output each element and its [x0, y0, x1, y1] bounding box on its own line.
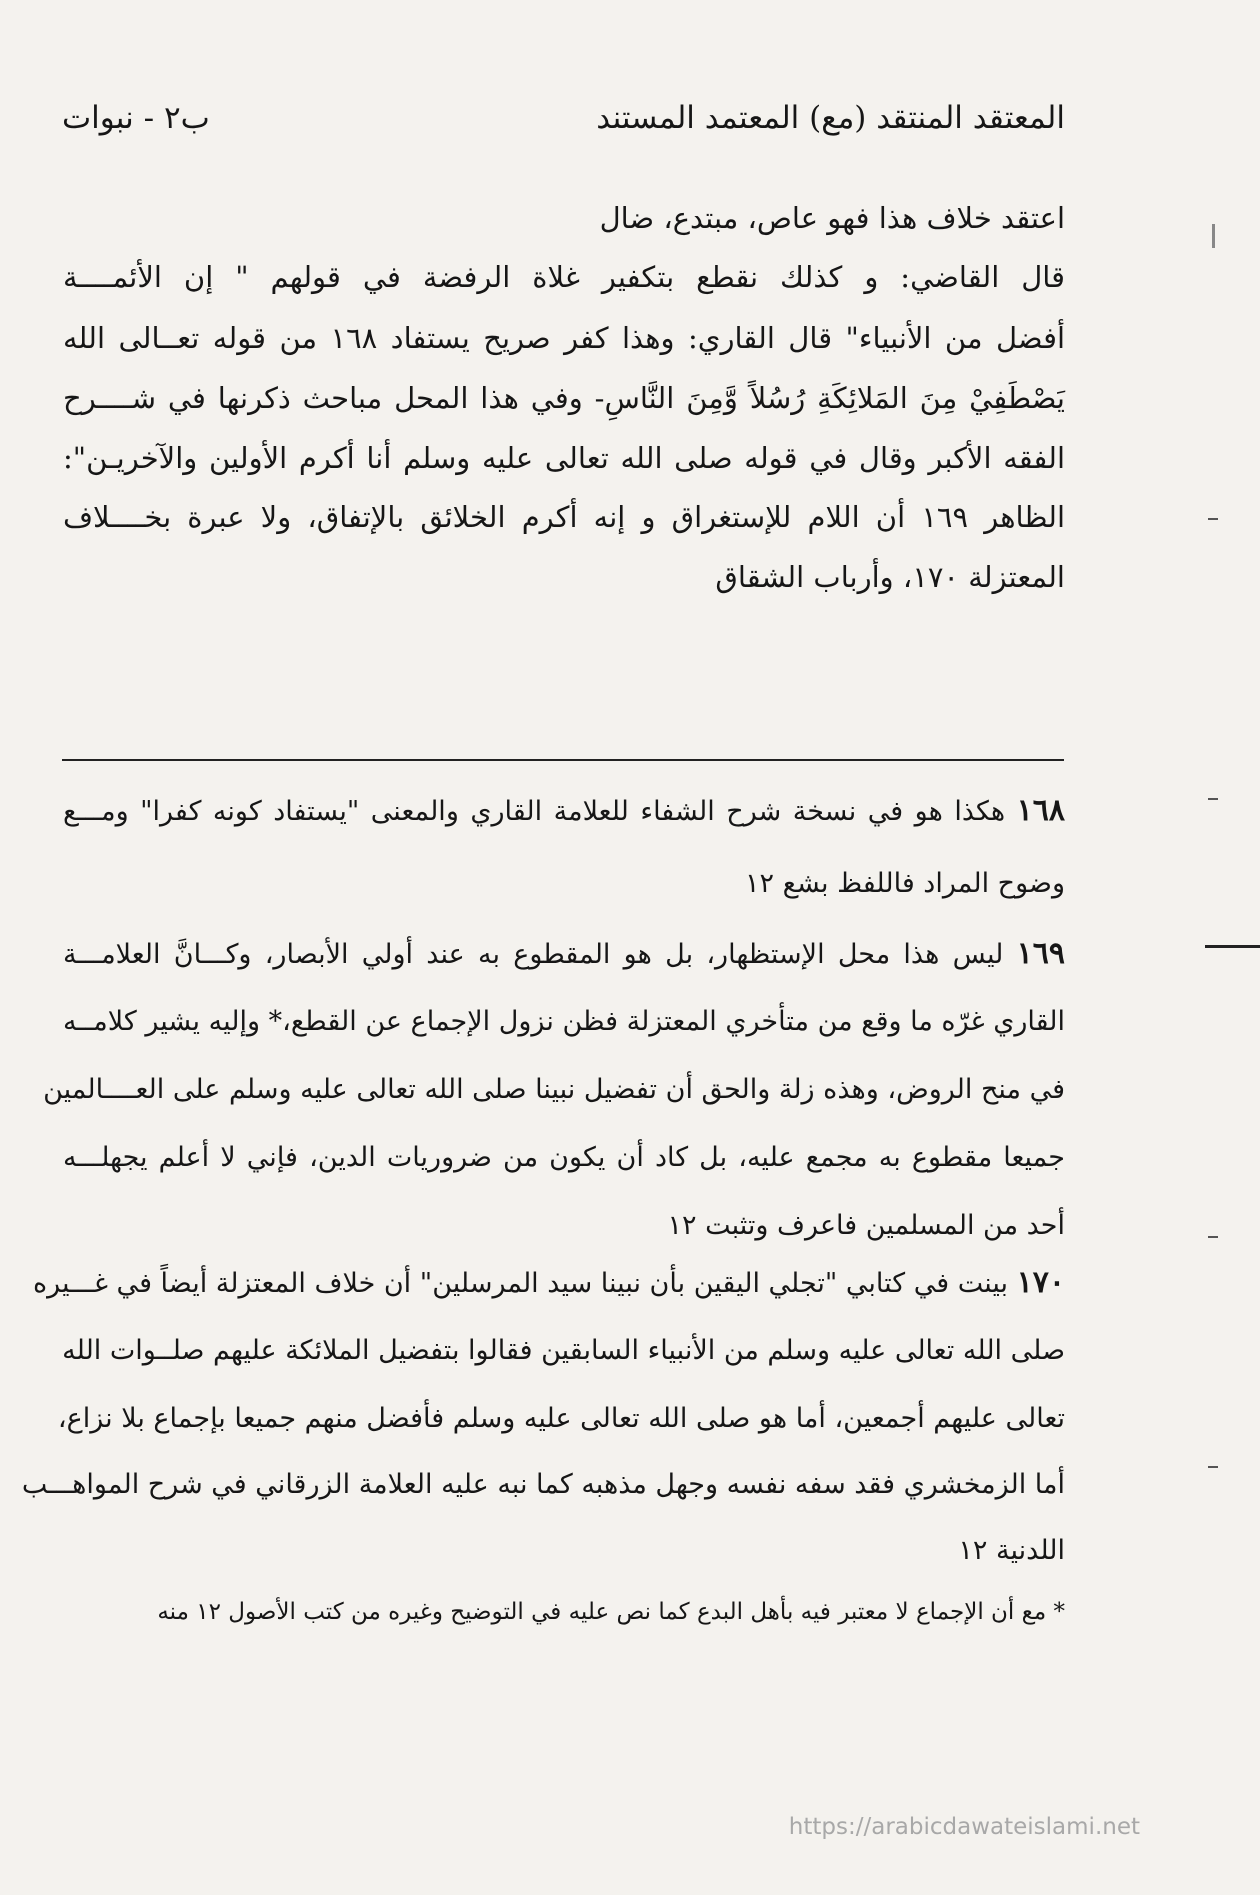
footnote-169-line-3: في منح الروض، وهذه زلة والحق أن تفضيل نبينا صلى الله تعالى عليه وسلم على العــــالمين [43, 1074, 1065, 1105]
footnote-170-line-1 [32, 1264, 1065, 1303]
body-line-6: الظاهر ١٦٩ أن اللام للإستغراق و إنه أكرم الخلائق بالإتفاق، ولا عبرة بخــــلاف [63, 500, 1066, 534]
footnote-170-line-2: صلى الله تعالى عليه وسلم من الأنبياء السابقين فقالوا بتفضيل الملائكة عليهم صلــوات الله [62, 1335, 1065, 1366]
footnote-170-line-3: تعالى عليهم أجمعين، أما هو صلى الله تعالى عليه وسلم فأفضل منهم جميعا بإجماع بلا نزاع، [57, 1403, 1065, 1434]
footnote-169-line-4: جميعا مقطوع به مجمع عليه، بل كاد أن يكون من ضروريات الدين، فإني لا أعلم يجهلـــه [63, 1142, 1065, 1173]
author-asterisk-note: * مع أن الإجماع لا معتبر فيه بأهل البدع كما نص عليه في التوضيح وغيره من كتب الأصول ١٢ منه [157, 1599, 1065, 1625]
body-line-3: أفضل من الأنبياء" قال القاري: وهذا كفر صريح يستفاد ١٦٨ من قوله تعــالى الله [63, 321, 1065, 355]
footnote-separator [62, 759, 1064, 761]
source-watermark: https://arabicdawateislami.net [788, 1814, 1140, 1840]
footnote-170-line-5: اللدنية ١٢ [958, 1535, 1065, 1566]
footnote-168-line-1 [63, 792, 1065, 831]
footnote-number: ١٦٩ [1016, 936, 1065, 971]
scan-margin-mark [1212, 224, 1215, 248]
scan-margin-mark [1208, 518, 1218, 520]
scan-margin-mark [1205, 945, 1260, 948]
footnote-number: ١٦٨ [1016, 793, 1065, 828]
body-line-1: اعتقد خلاف هذا فهو عاص، مبتدع، ضال [599, 201, 1065, 235]
footnote-text: بينت في كتابي "تجلي اليقين بأن نبينا سيد المرسلين" أن خلاف المعتزلة أيضاً في غـــيره [32, 1268, 1009, 1299]
running-header-title: المعتقد المنتقد (مع) المعتمد المستند [596, 100, 1065, 136]
footnote-169-line-2: القاري غرّه ما وقع من متأخري المعتزلة فظن نزول الإجماع عن القطع،* وإليه يشير كلامــه [63, 1006, 1065, 1037]
body-line-4: يَصْطَفِيْ مِنَ المَلائِكَةِ رُسُلاً وَّمِنَ النَّاسِ- وفي هذا المحل مباحث ذكرنها في شــــرح [63, 381, 1065, 415]
footnote-text: ليس هذا محل الإستظهار، بل هو المقطوع به عند أولي الأبصار، وكـــانَّ العلامـــة [63, 939, 1004, 970]
footnote-169-line-5: أحد من المسلمين فاعرف وتثبت ١٢ [667, 1210, 1065, 1241]
footnote-168-line-2: وضوح المراد فاللفظ بشع ١٢ [744, 868, 1065, 899]
scan-margin-mark [1208, 1236, 1218, 1238]
footnote-text: هكذا هو في نسخة شرح الشفاء للعلامة القاري والمعنى "يستفاد كونه كفرا" ومـــع [63, 796, 1006, 827]
body-line-7: المعتزلة ١٧٠، وأرباب الشقاق [715, 560, 1065, 594]
scan-margin-mark [1208, 798, 1218, 800]
footnote-170-line-4: أما الزمخشري فقد سفه نفسه وجهل مذهبه كما نبه عليه العلامة الزرقاني في شرح المواهـــب [21, 1469, 1065, 1500]
footnote-169-line-1 [63, 935, 1065, 974]
body-line-2: قال القاضي: و كذلك نقطع بتكفير غلاة الرفضة في قولهم " إن الأئمــــة [63, 260, 1065, 294]
body-line-5: الفقه الأكبر وقال في قوله صلى الله تعالى عليه وسلم أنا أكرم الأولين والآخريـن": [63, 441, 1065, 475]
running-header-page-label: ب٢ - نبوات [62, 100, 210, 136]
footnote-number: ١٧٠ [1016, 1265, 1065, 1300]
scan-margin-mark [1208, 1466, 1218, 1468]
